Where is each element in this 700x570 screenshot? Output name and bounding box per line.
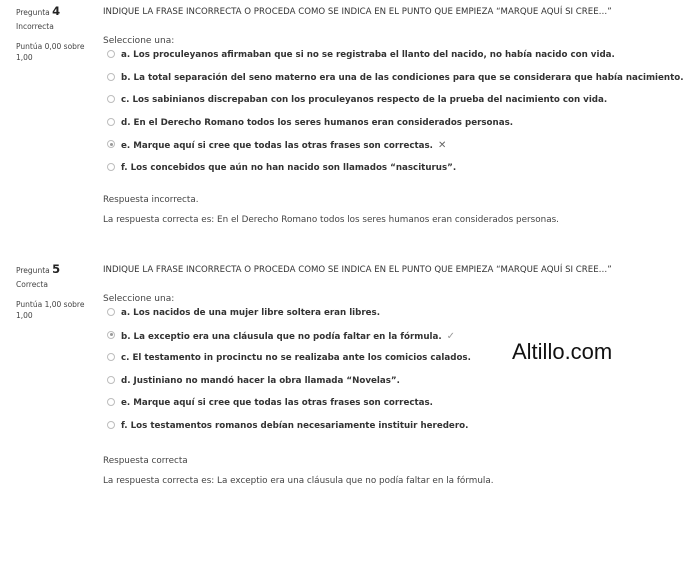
- radio-button[interactable]: [107, 353, 115, 361]
- correct-answer: La respuesta correcta es: La exceptio era una cláusula que no podía faltar en la fórmula.: [103, 476, 494, 486]
- question-info: [16, 6, 96, 63]
- answer-option-label: b. La total separación del seno materno era una de las condiciones para que se considerara que había nacimiento.: [121, 72, 684, 83]
- answer-options: [103, 50, 693, 185]
- feedback-status: Respuesta correcta: [103, 456, 188, 466]
- question-grade: Puntúa 0,00 sobre 1,00: [16, 42, 85, 62]
- answer-prompt: Seleccione una:: [103, 294, 175, 304]
- feedback-status: Respuesta incorrecta.: [103, 195, 199, 205]
- radio-button-selected[interactable]: [107, 140, 115, 148]
- answer-option-label: a. Los proculeyanos afirmaban que si no se registraba el llanto del nacido, no había nacido con vida.: [121, 50, 615, 60]
- radio-button[interactable]: [107, 398, 115, 406]
- answer-option-label-wrap: [121, 140, 446, 151]
- answer-option-e[interactable]: [103, 140, 693, 163]
- answer-option-a[interactable]: [103, 50, 693, 73]
- answer-option-a[interactable]: [103, 308, 693, 331]
- answer-option-label: c. El testamento in procinctu no se realizaba ante los comicios calados.: [121, 353, 471, 363]
- question-number-line: [16, 6, 96, 18]
- answer-prompt: Seleccione una:: [103, 36, 175, 46]
- answer-option-f[interactable]: [103, 163, 693, 186]
- watermark-logo: Altillo.com: [512, 339, 613, 364]
- answer-option-label: d. Justiniano no mandó hacer la obra llamada “Novelas”.: [121, 375, 400, 386]
- answer-option-label: d. En el Derecho Romano todos los seres humanos eran considerados personas.: [121, 117, 514, 128]
- question-text: INDIQUE LA FRASE INCORRECTA O PROCEDA COMO SE INDICA EN EL PUNTO QUE EMPIEZA “MARQUE AQUÍ SI CREE…”: [103, 265, 612, 275]
- question-label: Pregunta: [16, 8, 50, 17]
- question-number: 4: [52, 4, 61, 18]
- radio-button[interactable]: [107, 73, 115, 81]
- question-content: [103, 6, 693, 185]
- answer-option-label: f. Los testamentos romanos debían necesariamente instituir heredero.: [121, 420, 469, 431]
- answer-option-d[interactable]: [103, 118, 693, 141]
- answer-option-label: a. Los nacidos de una mujer libre soltera eran libres.: [121, 308, 381, 318]
- cross-icon: ✕: [437, 140, 447, 151]
- check-icon: ✓: [446, 330, 456, 342]
- answer-option-label: c. Los sabinianos discrepaban con los proculeyanos respecto de la prueba del nacimiento con vida.: [121, 95, 608, 105]
- correct-answer: La respuesta correcta es: En el Derecho Romano todos los seres humanos eran considerados personas.: [103, 215, 559, 225]
- radio-button[interactable]: [107, 50, 115, 58]
- feedback-question-4: [103, 195, 559, 225]
- question-state: Incorrecta: [16, 22, 54, 31]
- question-text: INDIQUE LA FRASE INCORRECTA O PROCEDA COMO SE INDICA EN EL PUNTO QUE EMPIEZA “MARQUE AQUÍ SI CREE…”: [103, 7, 612, 17]
- answer-option-e[interactable]: [103, 398, 693, 421]
- question-number: 5: [52, 262, 61, 276]
- question-grade: Puntúa 1,00 sobre 1,00: [16, 300, 85, 320]
- answer-option-label-wrap: [121, 331, 455, 342]
- radio-button[interactable]: [107, 118, 115, 126]
- radio-button[interactable]: [107, 163, 115, 171]
- answer-option-b[interactable]: [103, 73, 693, 96]
- answer-option-f[interactable]: [103, 421, 693, 444]
- answer-option-label: f. Los concebidos que aún no han nacido son llamados “nasciturus”.: [121, 162, 457, 173]
- radio-button-selected[interactable]: [107, 331, 115, 339]
- answer-option-label: b. La exceptio era una cláusula que no podía faltar en la fórmula.: [121, 331, 442, 342]
- radio-button[interactable]: [107, 376, 115, 384]
- question-info: [16, 264, 96, 321]
- answer-option-label: e. Marque aquí si cree que todas las otras frases son correctas.: [121, 398, 433, 408]
- answer-option-label: e. Marque aquí si cree que todas las otras frases son correctas.: [121, 141, 433, 151]
- radio-button[interactable]: [107, 421, 115, 429]
- feedback-question-5: [103, 456, 494, 486]
- answer-options: [103, 308, 693, 443]
- answer-option-c[interactable]: [103, 95, 693, 118]
- question-number-line: [16, 264, 96, 276]
- answer-option-d[interactable]: [103, 376, 693, 399]
- radio-button[interactable]: [107, 308, 115, 316]
- question-state: Correcta: [16, 280, 48, 289]
- radio-button[interactable]: [107, 95, 115, 103]
- question-label: Pregunta: [16, 266, 50, 275]
